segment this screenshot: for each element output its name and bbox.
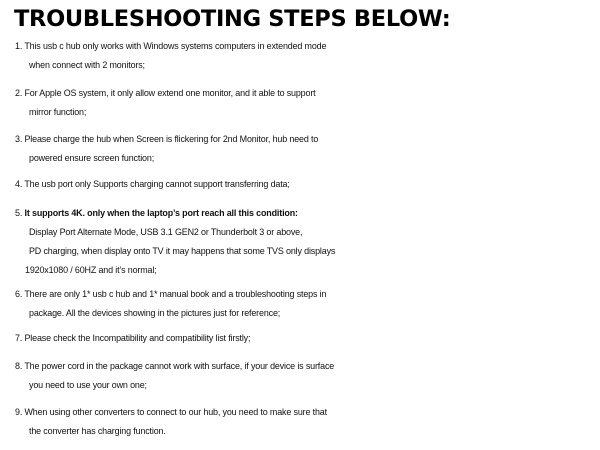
step-8 [15, 357, 595, 395]
step-8-line-1: 8. The power cord in the package cannot work with surface, if your device is surface [15, 361, 335, 371]
step-2-line-1: 2. For Apple OS system, it only allow extend one monitor, and it able to support [15, 88, 316, 98]
step-7 [15, 329, 595, 348]
step-5 [15, 204, 595, 280]
step-2-line-2: mirror function; [29, 107, 87, 117]
step-1 [15, 37, 595, 75]
step-9-line-2: the converter has charging function. [29, 426, 166, 436]
step-6 [15, 285, 595, 323]
step-3 [15, 130, 595, 168]
step-6-line-1: 6. There are only 1* usb c hub and 1* manual book and a troubleshooting steps in [15, 289, 327, 299]
step-9 [15, 403, 595, 441]
page-title: TROUBLESHOOTING STEPS BELOW: [14, 6, 451, 32]
step-4-line-1: 4. The usb port only Supports charging cannot support transferring data; [15, 179, 290, 189]
step-3-line-2: powered ensure screen function; [29, 153, 155, 163]
step-5-line-1 [15, 204, 595, 223]
step-5-line-2: Display Port Alternate Mode, USB 3.1 GEN2 or Thunderbolt 3 or above, [29, 227, 303, 237]
step-5-line-3: PD charging, when display onto TV it may happens that some TVS only displays [29, 246, 336, 256]
step-1-line-1: 1. This usb c hub only works with Windows systems computers in extended mode [15, 41, 327, 51]
step-5-number: 5. [15, 208, 23, 218]
step-5-line-4: 1920x1080 / 60HZ and it’s normal; [25, 265, 157, 275]
step-4 [15, 175, 595, 194]
step-8-line-2: you need to use your own one; [29, 380, 147, 390]
step-2 [15, 84, 595, 122]
step-7-line-1: 7. Please check the Incompatibility and compatibility list firstly; [15, 333, 251, 343]
step-9-line-1: 9. When using other converters to connect to our hub, you need to make sure that [15, 407, 327, 417]
step-3-line-1: 3. Please charge the hub when Screen is flickering for 2nd Monitor, hub need to [15, 134, 319, 144]
step-6-line-2: package. All the devices showing in the pictures just for reference; [29, 308, 281, 318]
step-5-bold-text: It supports 4K. only when the laptop’s port reach all this condition: [24, 208, 298, 218]
step-1-line-2: when connect with 2 monitors; [29, 60, 145, 70]
